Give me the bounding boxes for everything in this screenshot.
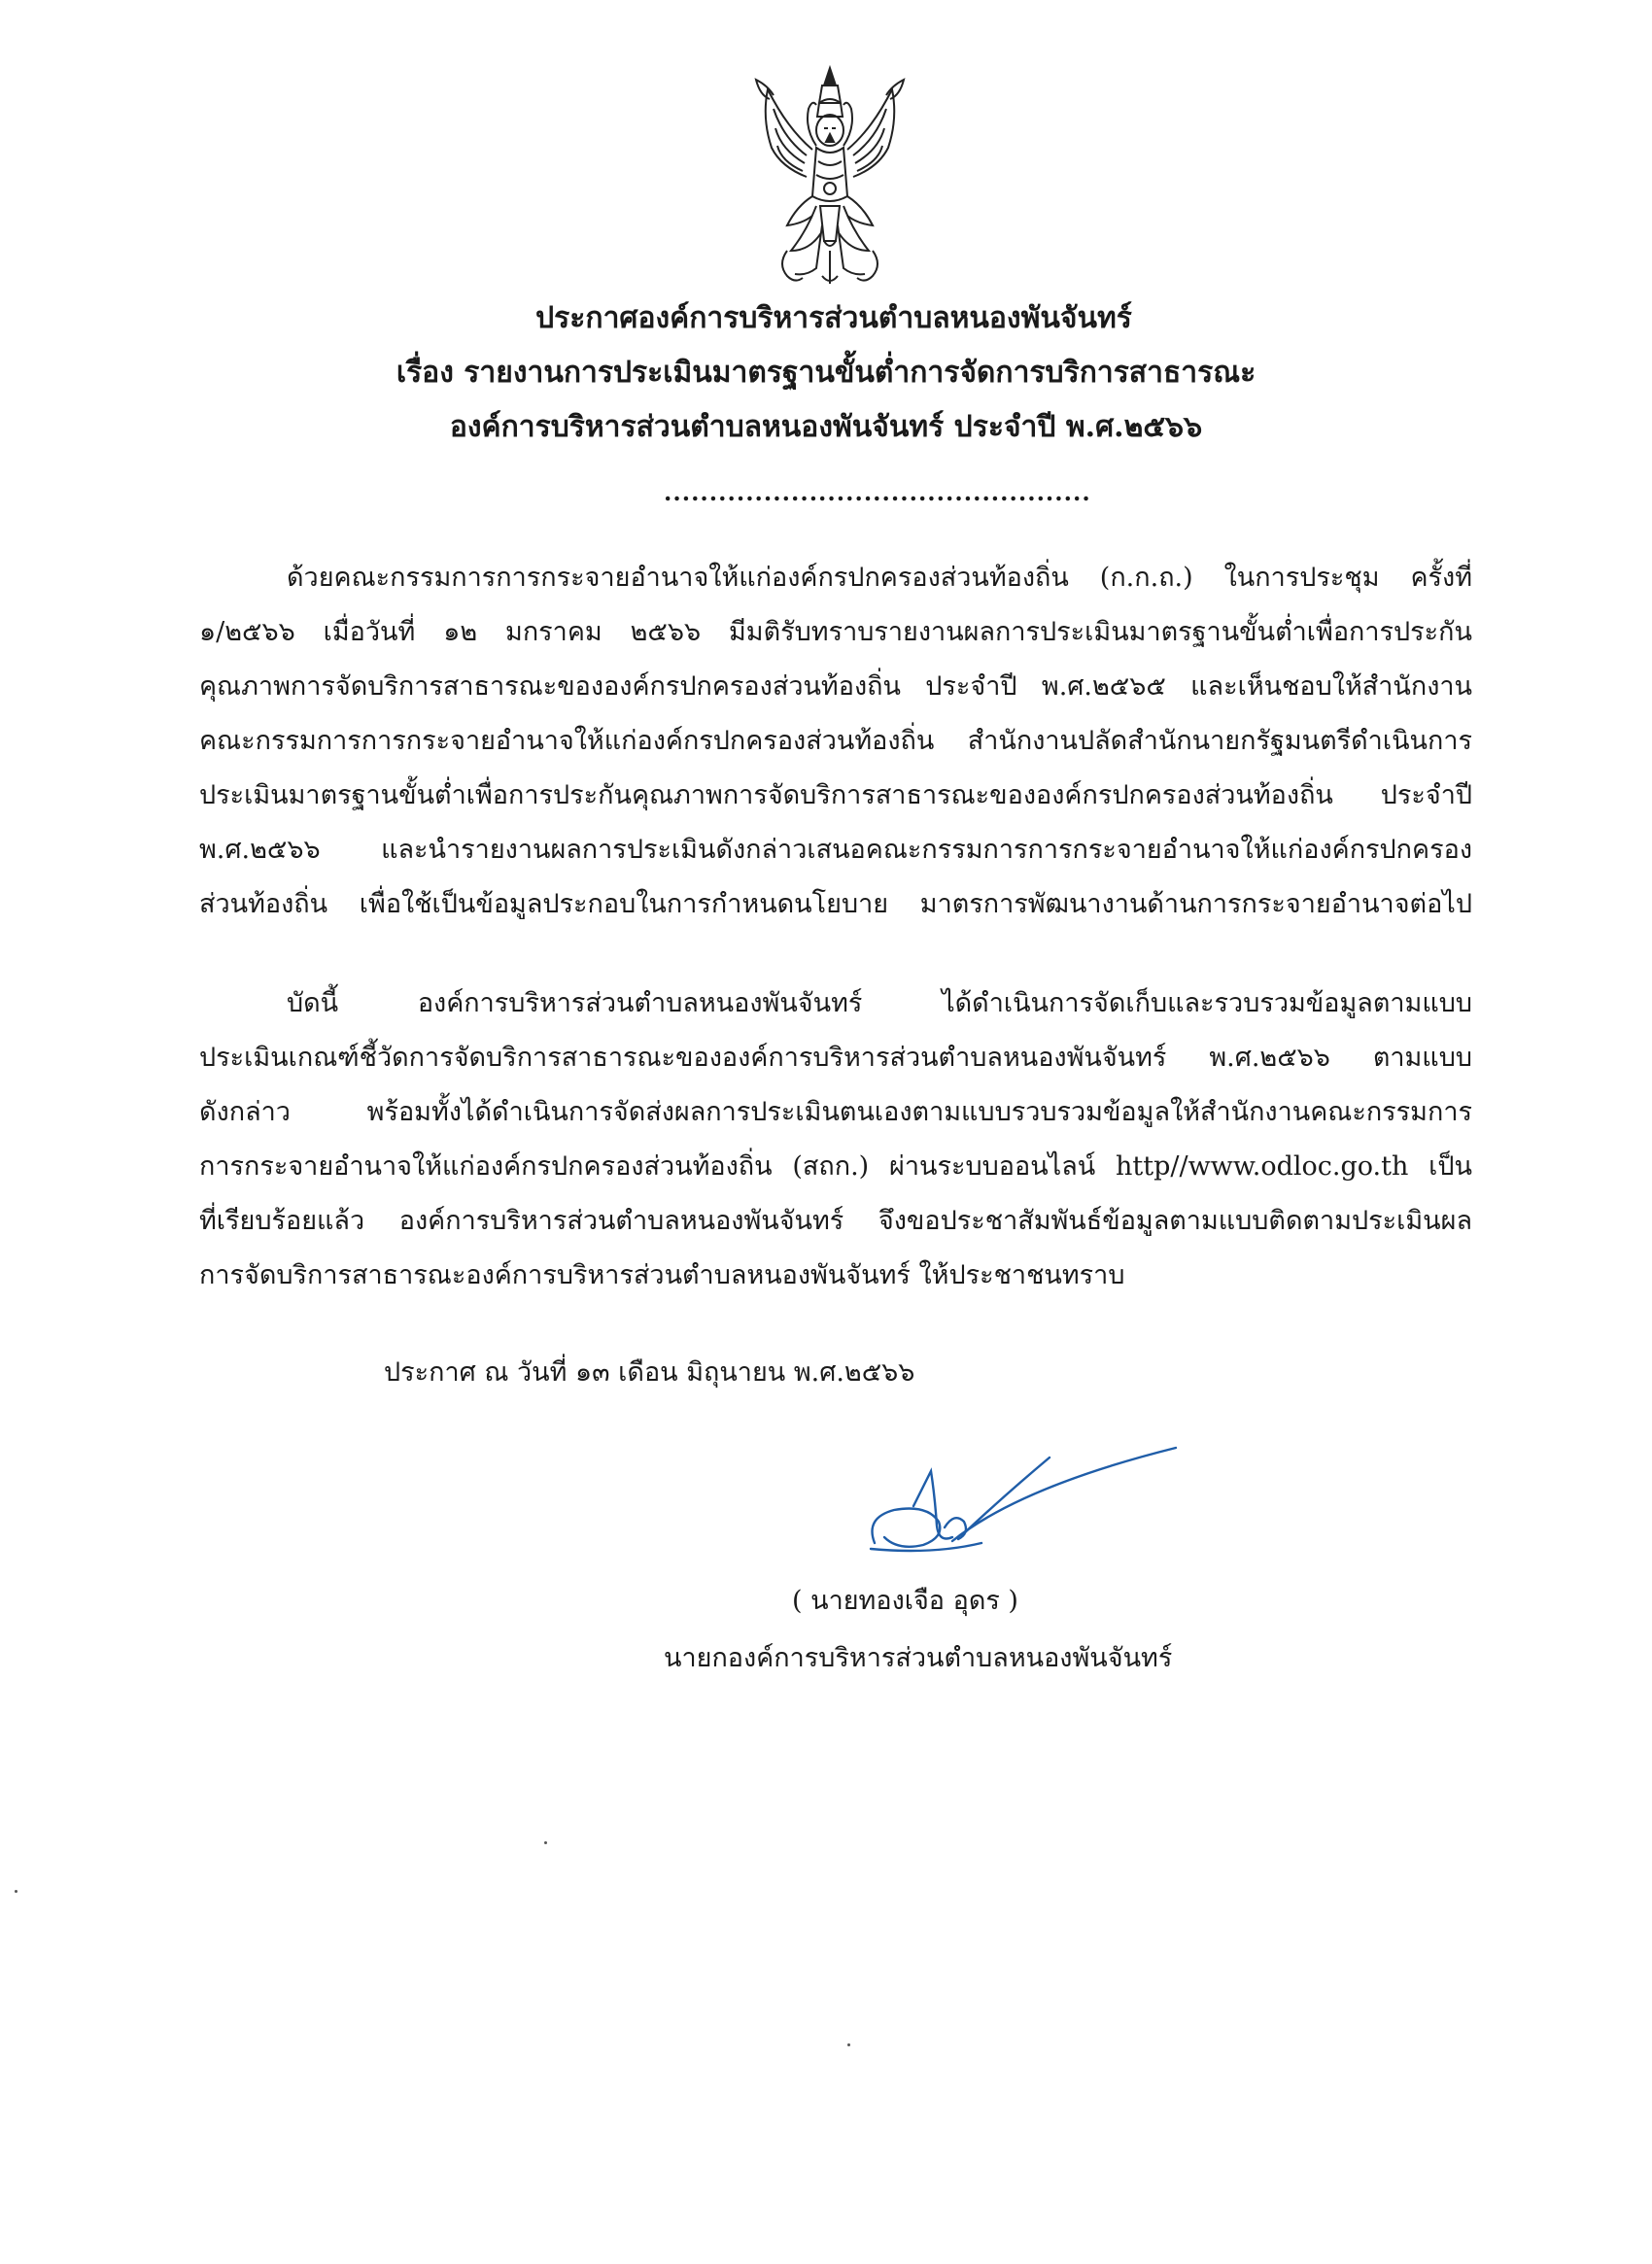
paragraph-line: การจัดบริการสาธารณะองค์การบริหารส่วนตำบลหนองพันจันทร์ ให้ประชาชนทราบ xyxy=(199,1260,1125,1290)
title-separator: ............................................... xyxy=(664,478,1091,506)
paragraph-line: ส่วนท้องถิ่น เพื่อใช้เป็นข้อมูลประกอบในการกำหนดนโยบาย มาตรการพัฒนางานด้านการกระจายอำนาจต่อไป xyxy=(199,889,1472,919)
scan-speck xyxy=(15,1890,17,1893)
paragraph-line: บัดนี้ องค์การบริหารส่วนตำบลหนองพันจันทร์ ได้ดำเนินการจัดเก็บและรวบรวมข้อมูลตามแบบ xyxy=(287,988,1472,1018)
paragraph-line: ประเมินมาตรฐานขั้นต่ำเพื่อการประกันคุณภาพการจัดบริการสาธารณะขององค์กรปกครองส่วนท้องถิ่น ประจำปี xyxy=(199,780,1472,810)
paragraph-line: การกระจายอำนาจให้แก่องค์กรปกครองส่วนท้องถิ่น (สถก.) ผ่านระบบออนไลน์ http//www.odloc.go.th เป็น xyxy=(199,1151,1472,1182)
paragraph-line: ดังกล่าว พร้อมทั้งได้ดำเนินการจัดส่งผลการประเมินตนเองตามแบบรวบรวมข้อมูลให้สำนักงานคณะกรรมการ xyxy=(199,1097,1472,1127)
paragraph-line: คุณภาพการจัดบริการสาธารณะขององค์กรปกครองส่วนท้องถิ่น ประจำปี พ.ศ.๒๕๖๕ และเห็นชอบให้สำนักงาน xyxy=(199,671,1472,702)
announcement-date: ประกาศ ณ วันที่ ๑๓ เดือน มิถุนายน พ.ศ.๒๕๖๖ xyxy=(384,1357,915,1388)
paragraph-line: พ.ศ.๒๕๖๖ และนำรายงานผลการประเมินดังกล่าวเสนอคณะกรรมการการกระจายอำนาจให้แก่องค์กรปกครอง xyxy=(199,835,1472,865)
handwritten-signature-icon xyxy=(855,1428,1186,1594)
title-line-subject: เรื่อง รายงานการประเมินมาตรฐานขั้นต่ำการจัดการบริการสาธารณะ xyxy=(396,356,1256,390)
paragraph-line: ๑/๒๕๖๖ เมื่อวันที่ ๑๒ มกราคม ๒๕๖๖ มีมติรับทราบรายงานผลการประเมินมาตรฐานขั้นต่ำเพื่อการประกัน xyxy=(199,617,1472,647)
scan-speck xyxy=(544,1841,547,1844)
paragraph-background xyxy=(199,551,1472,932)
paragraph-line: ประเมินเกณฑ์ชี้วัดการจัดบริการสาธารณะขององค์การบริหารส่วนตำบลหนองพันจันทร์ พ.ศ.๒๕๖๖ ตามแบบ xyxy=(199,1043,1472,1073)
signer-position: นายกองค์การบริหารส่วนตำบลหนองพันจันทร์ xyxy=(664,1643,1173,1673)
document-title xyxy=(0,292,1652,455)
paragraph-line: ด้วยคณะกรรมการการกระจายอำนาจให้แก่องค์กรปกครองส่วนท้องถิ่น (ก.ก.ถ.) ในการประชุม ครั้งที่ xyxy=(287,563,1472,593)
paragraph-line: ที่เรียบร้อยแล้ว องค์การบริหารส่วนตำบลหนองพันจันทร์ จึงขอประชาสัมพันธ์ข้อมูลตามแบบติดตามประเมินผล xyxy=(199,1206,1472,1236)
garuda-emblem-icon xyxy=(748,60,912,290)
paragraph-line: คณะกรรมการการกระจายอำนาจให้แก่องค์กรปกครองส่วนท้องถิ่น สำนักงานปลัดสำนักนายกรัฐมนตรีดำเนินการ xyxy=(199,726,1472,756)
scan-speck xyxy=(847,2043,850,2046)
title-line-organization: องค์การบริหารส่วนตำบลหนองพันจันทร์ ประจำปี พ.ศ.๒๕๖๖ xyxy=(449,410,1203,444)
signer-name: ( นายทองเจือ อุดร ) xyxy=(792,1586,1018,1616)
title-line-announcement: ประกาศองค์การบริหารส่วนตำบลหนองพันจันทร์ xyxy=(535,301,1132,335)
paragraph-action xyxy=(199,977,1472,1303)
